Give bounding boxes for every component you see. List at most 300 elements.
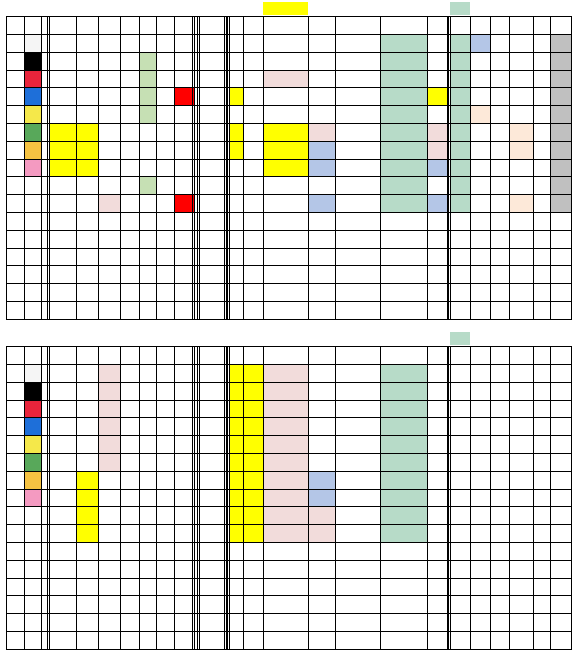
cell-kishu bbox=[335, 400, 380, 418]
grid-line bbox=[6, 123, 572, 124]
cell-yami bbox=[550, 34, 571, 52]
cell-a bbox=[76, 105, 98, 123]
cell-c bbox=[120, 70, 139, 88]
cell-yami bbox=[550, 489, 571, 507]
cell-arrow bbox=[156, 382, 174, 400]
cell-k2 bbox=[533, 194, 550, 212]
cell-k2 bbox=[533, 435, 550, 453]
cell-chaku bbox=[427, 524, 447, 542]
cell-c bbox=[120, 400, 139, 418]
grid-line bbox=[197, 346, 198, 650]
cell-k2 bbox=[533, 123, 550, 141]
column-header bbox=[533, 346, 550, 363]
grid-line bbox=[229, 346, 230, 650]
column-header bbox=[76, 346, 98, 363]
column-header bbox=[509, 16, 533, 33]
grid-line bbox=[6, 489, 572, 490]
cell-d bbox=[139, 524, 156, 542]
grid-line bbox=[120, 346, 121, 650]
grid-line bbox=[6, 319, 572, 320]
cell-chaku bbox=[427, 159, 447, 177]
cell-minus bbox=[229, 453, 243, 471]
cell-n bbox=[8, 400, 24, 418]
cell-imaki bbox=[380, 34, 427, 52]
cell-n bbox=[8, 435, 24, 453]
grid-line bbox=[47, 346, 48, 650]
cell-mark bbox=[197, 123, 226, 141]
cell-mae bbox=[243, 524, 263, 542]
cell-kyori bbox=[450, 123, 470, 141]
grid-line bbox=[263, 346, 264, 650]
cell-ta bbox=[308, 70, 335, 88]
cell-arrow bbox=[156, 176, 174, 194]
cell-imaki bbox=[380, 382, 427, 400]
cell-k1 bbox=[490, 506, 509, 524]
cell-pp bbox=[509, 453, 533, 471]
cell-kishu bbox=[335, 489, 380, 507]
grid-line bbox=[550, 16, 551, 320]
cell-arrow bbox=[156, 105, 174, 123]
cell-kishu bbox=[335, 524, 380, 542]
column-header bbox=[490, 16, 509, 33]
cell-imaki bbox=[380, 105, 427, 123]
cell-w bbox=[24, 524, 41, 542]
cell-w bbox=[24, 52, 41, 70]
row-number bbox=[8, 301, 24, 319]
cell-w bbox=[24, 176, 41, 194]
cell-kishu bbox=[335, 176, 380, 194]
grid-line bbox=[509, 346, 510, 650]
cell-arrow bbox=[156, 34, 174, 52]
cell-kp bbox=[470, 70, 490, 88]
cell-minus bbox=[229, 364, 243, 382]
cell-mark bbox=[197, 435, 226, 453]
cell-kp bbox=[470, 435, 490, 453]
cell-kari bbox=[263, 471, 308, 489]
cell-kari bbox=[263, 159, 308, 177]
cell-mae bbox=[243, 141, 263, 159]
cell-b bbox=[98, 141, 120, 159]
cell-mae bbox=[243, 417, 263, 435]
cell-imaki bbox=[380, 176, 427, 194]
cell-b bbox=[98, 400, 120, 418]
cell-imaki bbox=[380, 524, 427, 542]
cell-b bbox=[98, 382, 120, 400]
cell-n bbox=[8, 105, 24, 123]
cell-kp bbox=[470, 141, 490, 159]
cell-kari bbox=[263, 52, 308, 70]
date-label bbox=[62, 2, 117, 15]
cell-yami bbox=[550, 70, 571, 88]
cell-w bbox=[24, 471, 41, 489]
cell-b bbox=[98, 194, 120, 212]
cell-k1 bbox=[490, 435, 509, 453]
cell-kp bbox=[470, 159, 490, 177]
cell-kari bbox=[263, 34, 308, 52]
cell-minus bbox=[229, 34, 243, 52]
cell-kyori bbox=[450, 70, 470, 88]
cell-kishu bbox=[335, 70, 380, 88]
cell-d bbox=[139, 141, 156, 159]
cell-k1 bbox=[490, 382, 509, 400]
grid-line bbox=[6, 506, 572, 507]
cell-mae bbox=[243, 506, 263, 524]
cell-b bbox=[98, 52, 120, 70]
cell-mae bbox=[243, 105, 263, 123]
cell-mae bbox=[243, 70, 263, 88]
cell-ab bbox=[49, 176, 76, 194]
cell-kyori bbox=[450, 364, 470, 382]
cell-a bbox=[76, 52, 98, 70]
grid-line bbox=[24, 346, 25, 650]
column-header bbox=[427, 346, 447, 363]
grid-line bbox=[224, 16, 225, 320]
column-header bbox=[533, 16, 550, 33]
cell-kishu bbox=[335, 417, 380, 435]
cell-minus bbox=[229, 70, 243, 88]
cell-k1 bbox=[490, 194, 509, 212]
cell-kp bbox=[470, 105, 490, 123]
cell-kyori bbox=[450, 141, 470, 159]
cell-style bbox=[174, 382, 194, 400]
grid-line bbox=[224, 346, 225, 650]
grid-line bbox=[380, 346, 381, 650]
cell-style bbox=[174, 400, 194, 418]
cell-imaki bbox=[380, 87, 427, 105]
column-header bbox=[380, 16, 427, 33]
grid-line bbox=[227, 16, 228, 320]
cell-mark bbox=[197, 194, 226, 212]
cell-d bbox=[139, 105, 156, 123]
cell-arrow bbox=[156, 489, 174, 507]
grid-line bbox=[450, 16, 451, 320]
grid-line bbox=[76, 16, 77, 320]
cell-imaki bbox=[380, 471, 427, 489]
cell-kp bbox=[470, 364, 490, 382]
cell-ta bbox=[308, 506, 335, 524]
cell-c bbox=[120, 105, 139, 123]
cell-arrow bbox=[156, 400, 174, 418]
cell-c bbox=[120, 471, 139, 489]
cell-k1 bbox=[490, 87, 509, 105]
cell-minus bbox=[229, 52, 243, 70]
cell-k1 bbox=[490, 176, 509, 194]
cell-n bbox=[8, 453, 24, 471]
cell-d bbox=[139, 194, 156, 212]
cell-pp bbox=[509, 176, 533, 194]
cell-mark bbox=[197, 453, 226, 471]
grid-line bbox=[227, 346, 228, 650]
cell-yami bbox=[550, 194, 571, 212]
cell-kari bbox=[263, 417, 308, 435]
cell-kishu bbox=[335, 159, 380, 177]
cell-kishu bbox=[335, 506, 380, 524]
cell-ta bbox=[308, 87, 335, 105]
column-header bbox=[76, 16, 98, 33]
cell-pp bbox=[509, 506, 533, 524]
cell-b bbox=[98, 159, 120, 177]
cell-ta bbox=[308, 141, 335, 159]
cell-mae bbox=[243, 34, 263, 52]
cell-n bbox=[8, 141, 24, 159]
column-header bbox=[197, 346, 226, 363]
cell-minus bbox=[229, 159, 243, 177]
cell-n bbox=[8, 87, 24, 105]
cell-kyori bbox=[450, 34, 470, 52]
column-header bbox=[98, 16, 120, 33]
cell-style bbox=[174, 70, 194, 88]
column-header bbox=[470, 16, 490, 33]
grid-line bbox=[243, 346, 244, 650]
cell-style bbox=[174, 524, 194, 542]
top-val bbox=[263, 2, 308, 15]
cell-style bbox=[174, 159, 194, 177]
cell-kyori bbox=[450, 453, 470, 471]
cell-pp bbox=[509, 194, 533, 212]
cell-chaku bbox=[427, 453, 447, 471]
cell-yami bbox=[550, 506, 571, 524]
cell-kp bbox=[470, 194, 490, 212]
cell-kp bbox=[470, 52, 490, 70]
cell-mark bbox=[197, 52, 226, 70]
cell-w bbox=[24, 123, 41, 141]
grid-line bbox=[174, 346, 175, 650]
cell-c bbox=[120, 87, 139, 105]
column-header bbox=[49, 16, 76, 33]
cell-ta bbox=[308, 105, 335, 123]
cell-b bbox=[98, 417, 120, 435]
cell-mae bbox=[243, 176, 263, 194]
cell-c bbox=[120, 123, 139, 141]
row-number bbox=[8, 560, 24, 578]
cell-minus bbox=[229, 506, 243, 524]
cell-kishu bbox=[335, 453, 380, 471]
grid-line bbox=[199, 16, 200, 320]
cell-a bbox=[76, 364, 98, 382]
grid-line bbox=[263, 16, 264, 320]
cell-k1 bbox=[490, 364, 509, 382]
cell-pp bbox=[509, 141, 533, 159]
cell-kishu bbox=[335, 364, 380, 382]
cell-kari bbox=[263, 70, 308, 88]
cell-imaki bbox=[380, 400, 427, 418]
top-val bbox=[335, 2, 380, 15]
cell-minus bbox=[229, 382, 243, 400]
cell-mae bbox=[243, 435, 263, 453]
grid-line bbox=[6, 346, 572, 347]
cell-k1 bbox=[490, 70, 509, 88]
cell-ab bbox=[49, 453, 76, 471]
cell-d bbox=[139, 52, 156, 70]
cell-style bbox=[174, 52, 194, 70]
top-val bbox=[450, 332, 470, 345]
cell-arrow bbox=[156, 471, 174, 489]
grid-line bbox=[24, 16, 25, 320]
grid-line bbox=[470, 16, 471, 320]
column-header bbox=[308, 16, 335, 33]
grid-line bbox=[6, 382, 572, 383]
cell-n bbox=[8, 382, 24, 400]
cell-w bbox=[24, 364, 41, 382]
cell-pp bbox=[509, 52, 533, 70]
grid-line bbox=[6, 453, 572, 454]
cell-pp bbox=[509, 364, 533, 382]
grid-line bbox=[308, 346, 309, 650]
cell-mae bbox=[243, 87, 263, 105]
cell-d bbox=[139, 400, 156, 418]
cell-n bbox=[8, 52, 24, 70]
cell-n bbox=[8, 524, 24, 542]
grid-line bbox=[6, 400, 572, 401]
cell-k1 bbox=[490, 52, 509, 70]
column-header bbox=[174, 346, 194, 363]
cell-mark bbox=[197, 524, 226, 542]
cell-k1 bbox=[490, 141, 509, 159]
cell-k2 bbox=[533, 471, 550, 489]
cell-ab bbox=[49, 159, 76, 177]
cell-ab bbox=[49, 489, 76, 507]
cell-kishu bbox=[335, 382, 380, 400]
grid-line bbox=[335, 346, 336, 650]
cell-ta bbox=[308, 382, 335, 400]
cell-k1 bbox=[490, 400, 509, 418]
cell-style bbox=[174, 435, 194, 453]
grid-line bbox=[6, 16, 7, 320]
cell-w bbox=[24, 506, 41, 524]
cell-yami bbox=[550, 141, 571, 159]
cell-w bbox=[24, 194, 41, 212]
cell-kyori bbox=[450, 176, 470, 194]
cell-ab bbox=[49, 435, 76, 453]
cell-ab bbox=[49, 70, 76, 88]
cell-kari bbox=[263, 194, 308, 212]
grid-line bbox=[490, 346, 491, 650]
cell-k1 bbox=[490, 524, 509, 542]
cell-style bbox=[174, 87, 194, 105]
cell-chaku bbox=[427, 382, 447, 400]
cell-a bbox=[76, 489, 98, 507]
cell-n bbox=[8, 489, 24, 507]
cell-pp bbox=[509, 417, 533, 435]
column-header bbox=[550, 16, 571, 33]
grid-line bbox=[120, 16, 121, 320]
cell-k2 bbox=[533, 141, 550, 159]
grid-line bbox=[6, 141, 572, 142]
grid-line bbox=[308, 16, 309, 320]
cell-chaku bbox=[427, 506, 447, 524]
cell-c bbox=[120, 364, 139, 382]
cell-minus bbox=[229, 524, 243, 542]
cell-chaku bbox=[427, 435, 447, 453]
cell-kishu bbox=[335, 123, 380, 141]
cell-arrow bbox=[156, 141, 174, 159]
cell-n bbox=[8, 123, 24, 141]
race-label bbox=[142, 332, 172, 345]
cell-ab bbox=[49, 506, 76, 524]
cell-kp bbox=[470, 524, 490, 542]
cell-pp bbox=[509, 105, 533, 123]
cell-kyori bbox=[450, 435, 470, 453]
grid-line bbox=[98, 16, 99, 320]
grid-line bbox=[192, 16, 193, 320]
cell-style bbox=[174, 141, 194, 159]
cell-minus bbox=[229, 105, 243, 123]
cell-kp bbox=[470, 34, 490, 52]
cell-kyori bbox=[450, 87, 470, 105]
grid-line bbox=[194, 16, 195, 320]
cell-kari bbox=[263, 176, 308, 194]
grid-line bbox=[6, 542, 572, 543]
grid-line bbox=[6, 34, 572, 35]
cell-kari bbox=[263, 141, 308, 159]
cell-arrow bbox=[156, 52, 174, 70]
cell-chaku bbox=[427, 364, 447, 382]
grid-line bbox=[192, 346, 193, 650]
cell-arrow bbox=[156, 524, 174, 542]
cell-chaku bbox=[427, 87, 447, 105]
cell-c bbox=[120, 176, 139, 194]
grid-line bbox=[550, 346, 551, 650]
cell-a bbox=[76, 34, 98, 52]
grid-line bbox=[450, 346, 451, 650]
grid-line bbox=[156, 16, 157, 320]
race-label bbox=[142, 2, 172, 15]
cell-imaki bbox=[380, 159, 427, 177]
grid-line bbox=[6, 194, 572, 195]
column-header bbox=[139, 16, 156, 33]
cell-ta bbox=[308, 159, 335, 177]
grid-line bbox=[6, 364, 572, 365]
cell-k2 bbox=[533, 105, 550, 123]
cell-k1 bbox=[490, 123, 509, 141]
cell-chaku bbox=[427, 489, 447, 507]
cell-style bbox=[174, 194, 194, 212]
cell-arrow bbox=[156, 453, 174, 471]
cell-kyori bbox=[450, 400, 470, 418]
cell-ab bbox=[49, 105, 76, 123]
cell-n bbox=[8, 417, 24, 435]
grid-line bbox=[229, 16, 230, 320]
cell-kp bbox=[470, 453, 490, 471]
cell-ab bbox=[49, 400, 76, 418]
column-header bbox=[174, 16, 194, 33]
cell-a bbox=[76, 382, 98, 400]
grid-line bbox=[41, 346, 42, 650]
grid-line bbox=[199, 346, 200, 650]
cell-k1 bbox=[490, 471, 509, 489]
column-header bbox=[450, 346, 470, 363]
cell-k2 bbox=[533, 34, 550, 52]
cell-k1 bbox=[490, 34, 509, 52]
grid-line bbox=[6, 265, 572, 266]
cell-kari bbox=[263, 364, 308, 382]
cell-kyori bbox=[450, 506, 470, 524]
cell-mark bbox=[197, 382, 226, 400]
row-number bbox=[8, 265, 24, 283]
cell-chaku bbox=[427, 52, 447, 70]
cell-d bbox=[139, 453, 156, 471]
grid-line bbox=[194, 346, 195, 650]
column-header bbox=[243, 346, 263, 363]
column-header bbox=[335, 346, 380, 363]
row-number bbox=[8, 578, 24, 596]
cell-b bbox=[98, 176, 120, 194]
cell-ta bbox=[308, 417, 335, 435]
cell-arrow bbox=[156, 123, 174, 141]
cell-ab bbox=[49, 417, 76, 435]
cell-c bbox=[120, 382, 139, 400]
cell-kyori bbox=[450, 471, 470, 489]
